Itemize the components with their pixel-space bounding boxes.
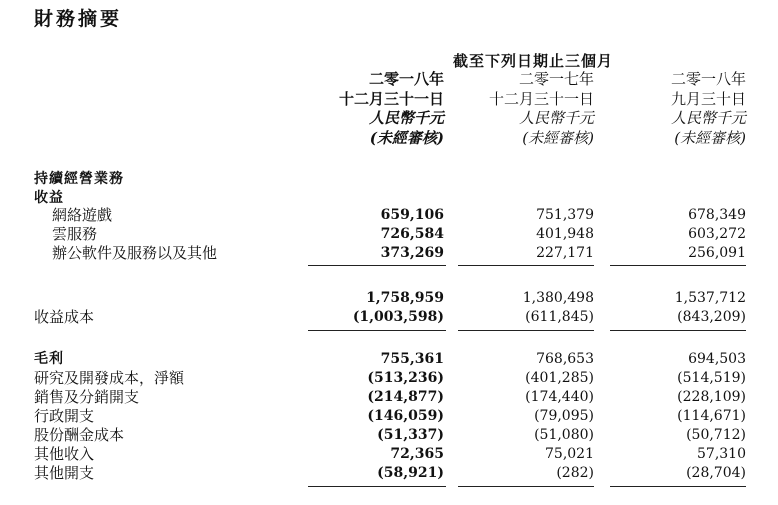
value-2017-dec: (51,080)	[534, 427, 594, 443]
row-label: 毛利	[34, 351, 64, 367]
page-title: 財務摘要	[34, 8, 123, 30]
value-2018-dec: (146,059)	[367, 408, 444, 424]
row-label: 其他開支	[34, 464, 95, 482]
value-2017-dec: (282)	[556, 465, 594, 481]
value-2018-dec: (513,236)	[367, 370, 444, 386]
table-row	[0, 426, 778, 445]
value-2017-dec: 751,379	[536, 207, 594, 223]
section-continuing-operations: 持續經營業務	[34, 171, 124, 187]
subtotal-rule	[458, 265, 594, 266]
row-label: 網絡遊戲	[52, 206, 113, 224]
row-label: 股份酬金成本	[34, 426, 125, 444]
table-row-revenue-total	[0, 289, 778, 308]
column-currency: 人民幣千元	[670, 109, 746, 127]
value-2017-dec: (401,285)	[525, 370, 594, 386]
table-row-gross-profit	[0, 350, 778, 369]
value-2017-dec: 227,171	[536, 245, 594, 261]
column-date: 九月三十日	[670, 89, 746, 108]
row-label: 雲服務	[52, 225, 98, 243]
value-2018-dec: (51,337)	[377, 427, 444, 443]
value-2018-sep: (514,519)	[677, 370, 746, 386]
row-label: 研究及開發成本，淨額	[34, 369, 185, 387]
value-2017-dec: 1,380,498	[522, 290, 594, 306]
value-2018-sep: (843,209)	[677, 309, 746, 325]
value-2018-sep: 1,537,712	[674, 290, 746, 306]
value-2018-sep: (50,712)	[686, 427, 746, 443]
value-2018-dec: (58,921)	[377, 465, 444, 481]
period-header: 截至下列日期止三個月	[452, 52, 613, 70]
table-row	[0, 369, 778, 388]
value-2017-dec: (611,845)	[525, 309, 594, 325]
table-row	[0, 407, 778, 426]
value-2018-sep: 678,349	[688, 207, 746, 223]
subtotal-rule	[610, 265, 746, 266]
column-year: 二零一七年	[518, 70, 594, 88]
value-2018-dec: (1,003,598)	[352, 309, 444, 325]
value-2018-sep: 256,091	[688, 245, 746, 261]
row-label: 收益成本	[34, 308, 95, 326]
column-header-2018-sep	[596, 70, 746, 148]
value-2018-sep: 694,503	[688, 351, 746, 367]
value-2018-sep: (114,671)	[677, 408, 746, 424]
value-2018-dec: 659,106	[380, 207, 444, 223]
subtotal-rule	[308, 265, 446, 266]
column-date: 十二月三十一日	[338, 89, 444, 108]
row-label: 銷售及分銷開支	[34, 388, 140, 406]
value-2017-dec: 75,021	[545, 446, 594, 462]
value-2018-dec: 72,365	[390, 446, 444, 462]
subtotal-rule	[610, 486, 746, 487]
subtotal-rule	[308, 330, 446, 331]
column-currency: 人民幣千元	[518, 109, 594, 127]
column-currency: 人民幣千元	[368, 109, 444, 127]
value-2018-dec: (214,877)	[367, 389, 444, 405]
value-2018-dec: 755,361	[380, 351, 444, 367]
value-2018-dec: 373,269	[380, 245, 444, 261]
value-2018-sep: (28,704)	[686, 465, 746, 481]
subtotal-rule	[458, 330, 594, 331]
column-header-2017-dec	[444, 70, 594, 148]
table-row	[0, 308, 778, 327]
subtotal-rule	[308, 486, 446, 487]
value-2017-dec: 401,948	[536, 226, 594, 242]
column-date: 十二月三十一日	[488, 89, 594, 108]
table-row	[0, 225, 778, 244]
value-2017-dec: 768,653	[536, 351, 594, 367]
table-row	[0, 445, 778, 464]
table-row	[0, 464, 778, 483]
value-2018-dec: 1,758,959	[366, 290, 444, 306]
value-2017-dec: (79,095)	[534, 408, 594, 424]
column-audit: (未經審核)	[674, 128, 746, 147]
row-label: 辦公軟件及服務以及其他	[52, 244, 218, 262]
row-label: 其他收入	[34, 445, 95, 463]
column-audit: (未經審核)	[369, 128, 444, 147]
table-row	[0, 244, 778, 263]
subtotal-rule	[610, 330, 746, 331]
column-year: 二零一八年	[670, 70, 746, 88]
column-header-2018-dec	[294, 70, 444, 148]
row-label: 行政開支	[34, 407, 95, 425]
value-2018-sep: 57,310	[697, 446, 746, 462]
value-2018-dec: 726,584	[380, 226, 444, 242]
table-row	[0, 206, 778, 225]
column-audit: (未經審核)	[522, 128, 594, 147]
value-2017-dec: (174,440)	[525, 389, 594, 405]
table-row	[0, 388, 778, 407]
value-2018-sep: 603,272	[688, 226, 746, 242]
value-2018-sep: (228,109)	[677, 389, 746, 405]
subtotal-rule	[458, 486, 594, 487]
section-revenue: 收益	[34, 190, 64, 206]
column-year: 二零一八年	[368, 70, 444, 88]
